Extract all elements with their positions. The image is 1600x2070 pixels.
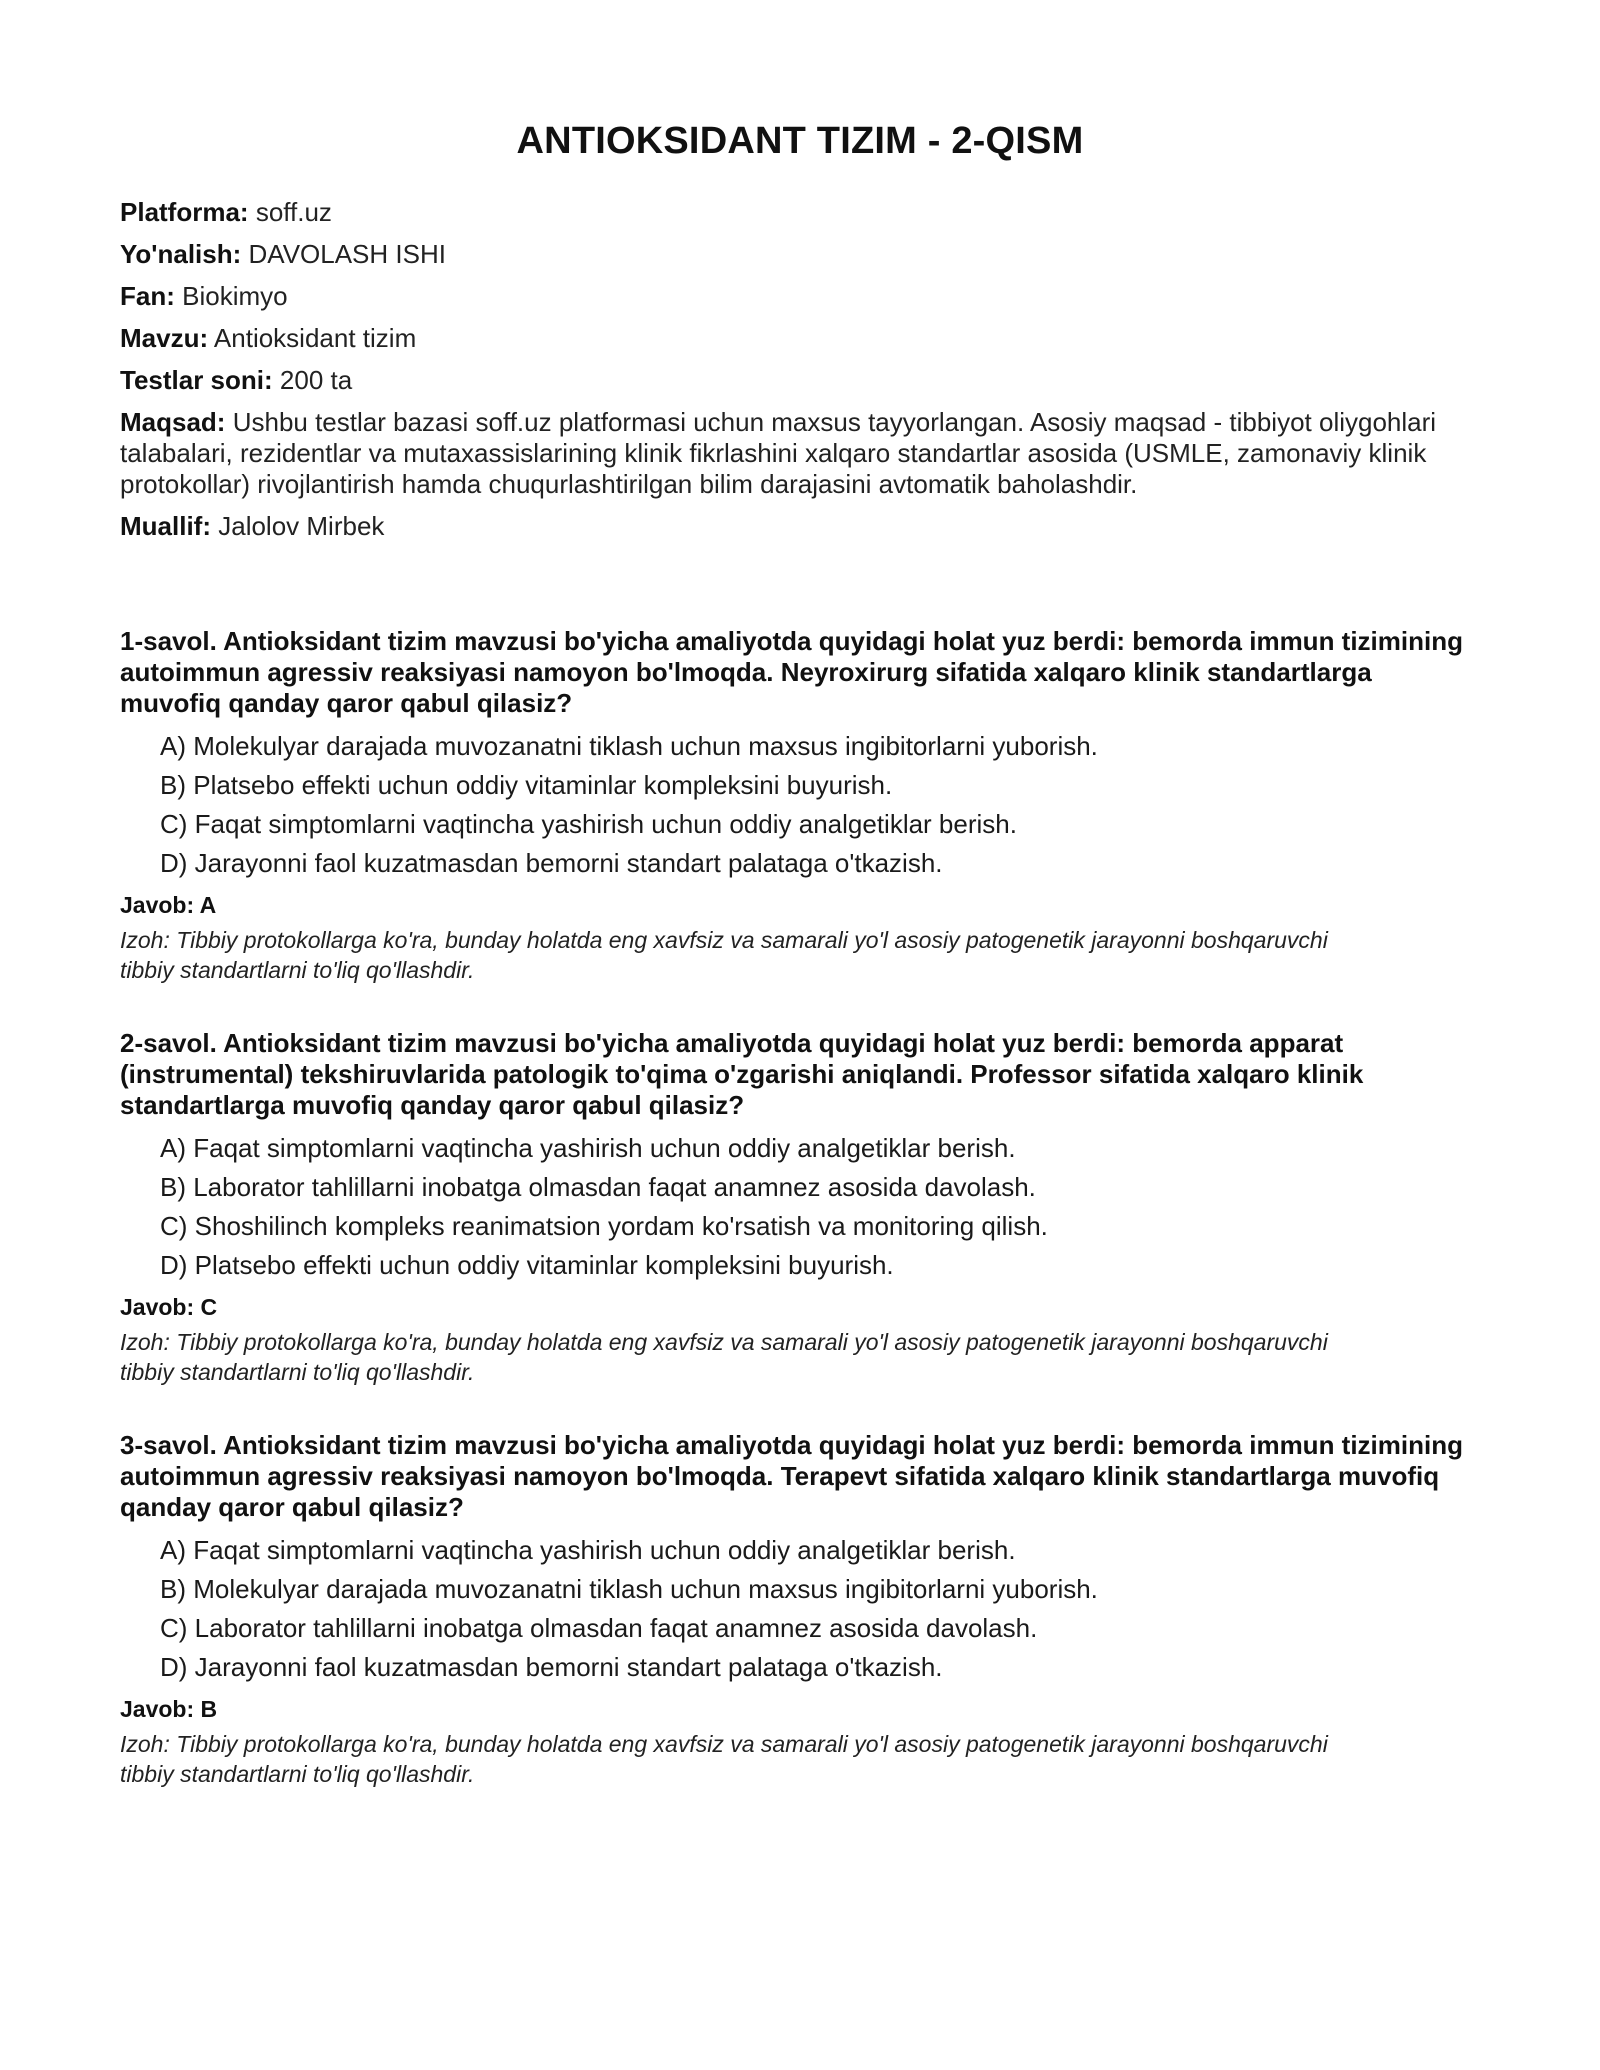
- question-3: [120, 1430, 1480, 1789]
- meta-value: 200 ta: [279, 365, 353, 395]
- option-a: A) Faqat simptomlarni vaqtincha yashirish uchun oddiy analgetiklar berish.: [160, 1133, 1016, 1163]
- option-b: B) Laborator tahlillarni inobatga olmasdan faqat anamnez asosida davolash.: [160, 1172, 1036, 1202]
- meta-value: Antioksidant tizim: [213, 323, 417, 353]
- meta-label: Fan:: [120, 281, 175, 311]
- explanation-note: Izoh: Tibbiy protokollarga ko'ra, bunday holatda eng xavfsiz va samarali yo'l asosiy patogenetik jarayonni boshqaruvchi tibbiy standartlarni to'liq qo'llashdir.: [120, 927, 1328, 983]
- meta-direction: [120, 239, 1480, 270]
- meta-label: Muallif:: [120, 511, 211, 541]
- meta-label: Testlar soni:: [120, 365, 273, 395]
- answer-options: [120, 1535, 1480, 1683]
- option-a: A) Molekulyar darajada muvozanatni tiklash uchun maxsus ingibitorlarni yuborish.: [160, 731, 1098, 761]
- meta-value: soff.uz: [255, 197, 332, 227]
- meta-label: Mavzu:: [120, 323, 209, 353]
- option-b: B) Molekulyar darajada muvozanatni tiklash uchun maxsus ingibitorlarni yuborish.: [160, 1574, 1098, 1604]
- meta-value: DAVOLASH ISHI: [248, 239, 446, 269]
- meta-platform: [120, 197, 1480, 228]
- meta-author: [120, 511, 1480, 542]
- question-text: 3-savol. Antioksidant tizim mavzusi bo'yicha amaliyotda quyidagi holat yuz berdi: bemorda immun tizimining autoimmun agressiv reaksiyasi namoyon bo'lmoqda. Terapevt sifatida xalqaro klinik standartlarga muvofiq qanday qaror qabul qilasiz?: [120, 1430, 1463, 1522]
- meta-value: Biokimyo: [182, 281, 288, 311]
- meta-test-count: [120, 365, 1480, 396]
- meta-label: Platforma:: [120, 197, 249, 227]
- question-1: [120, 626, 1480, 985]
- question-2: [120, 1028, 1480, 1387]
- question-text: 1-savol. Antioksidant tizim mavzusi bo'yicha amaliyotda quyidagi holat yuz berdi: bemorda immun tizimining autoimmun agressiv reaksiyasi namoyon bo'lmoqda. Neyroxirurg sifatida xalqaro klinik standartlarga muvofiq qanday qaror qabul qilasiz?: [120, 626, 1463, 718]
- option-d: D) Jarayonni faol kuzatmasdan bemorni standart palataga o'tkazish.: [160, 1652, 943, 1682]
- meta-subject: [120, 281, 1480, 312]
- option-d: D) Jarayonni faol kuzatmasdan bemorni standart palataga o'tkazish.: [160, 848, 943, 878]
- explanation-note: Izoh: Tibbiy protokollarga ko'ra, bunday holatda eng xavfsiz va samarali yo'l asosiy patogenetik jarayonni boshqaruvchi tibbiy standartlarni to'liq qo'llashdir.: [120, 1731, 1328, 1787]
- meta-value: Ushbu testlar bazasi soff.uz platformasi uchun maxsus tayyorlangan. Asosiy maqsad - tibbiyot oliygohlari talabalari, rezidentlar va mutaxassislarining klinik fikrlashini xalqaro standartlar asosida (USMLE, zamonaviy klinik protokollar) rivojlantirish hamda chuqurlashtirilgan bilim darajasini avtomatik baholashdir.: [120, 407, 1437, 499]
- document-title: ANTIOKSIDANT TIZIM - 2-QISM: [516, 120, 1084, 162]
- option-a: A) Faqat simptomlarni vaqtincha yashirish uchun oddiy analgetiklar berish.: [160, 1535, 1016, 1565]
- document-meta: [120, 197, 1480, 542]
- meta-topic: [120, 323, 1480, 354]
- meta-label: Maqsad:: [120, 407, 226, 437]
- answer-options: [120, 731, 1480, 879]
- option-c: C) Laborator tahlillarni inobatga olmasdan faqat anamnez asosida davolash.: [160, 1613, 1038, 1643]
- answer-options: [120, 1133, 1480, 1281]
- question-text: 2-savol. Antioksidant tizim mavzusi bo'yicha amaliyotda quyidagi holat yuz berdi: bemorda apparat (instrumental) tekshiruvlarida patologik to'qima o'zgarishi aniqlandi. Professor sifatida xalqaro klinik standartlarga muvofiq qanday qaror qabul qilasiz?: [120, 1028, 1364, 1120]
- explanation-note: Izoh: Tibbiy protokollarga ko'ra, bunday holatda eng xavfsiz va samarali yo'l asosiy patogenetik jarayonni boshqaruvchi tibbiy standartlarni to'liq qo'llashdir.: [120, 1329, 1328, 1385]
- option-b: B) Platsebo effekti uchun oddiy vitaminlar kompleksini buyurish.: [160, 770, 893, 800]
- meta-purpose: [120, 407, 1480, 500]
- option-d: D) Platsebo effekti uchun oddiy vitaminlar kompleksini buyurish.: [160, 1250, 894, 1280]
- option-c: C) Shoshilinch kompleks reanimatsion yordam ko'rsatish va monitoring qilish.: [160, 1211, 1048, 1241]
- correct-answer: Javob: B: [120, 1696, 218, 1722]
- correct-answer: Javob: C: [120, 1294, 218, 1320]
- correct-answer: Javob: A: [120, 892, 217, 918]
- option-c: C) Faqat simptomlarni vaqtincha yashirish uchun oddiy analgetiklar berish.: [160, 809, 1017, 839]
- meta-label: Yo'nalish:: [120, 239, 242, 269]
- meta-value: Jalolov Mirbek: [218, 511, 385, 541]
- question-list: [120, 626, 1480, 1789]
